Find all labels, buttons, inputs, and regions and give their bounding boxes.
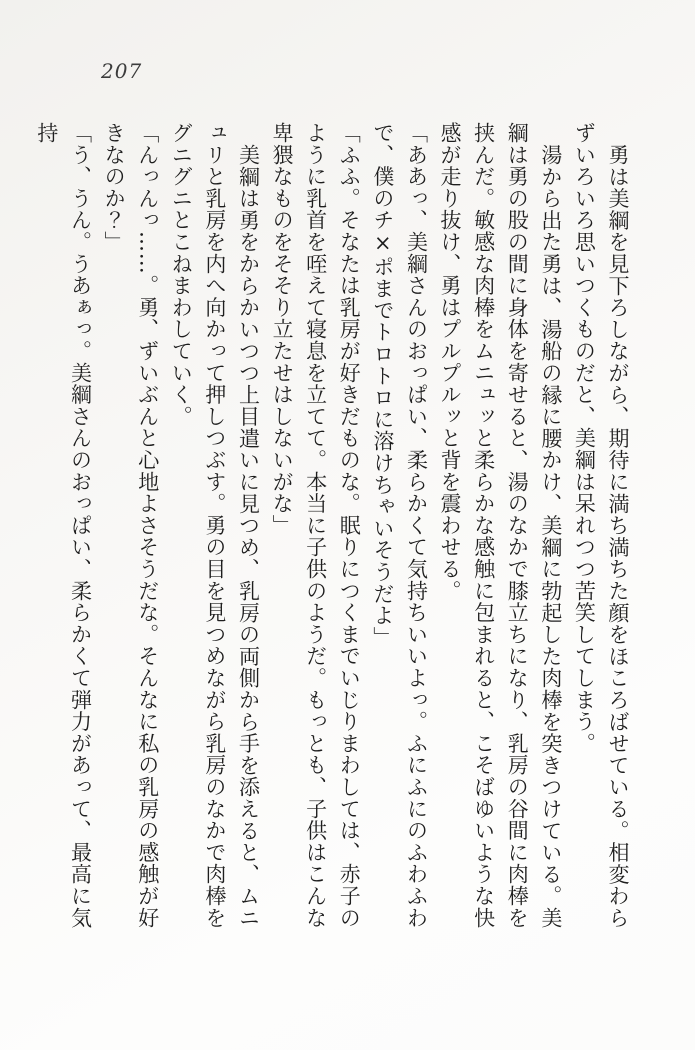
- paragraph: 「んっんっ……。勇、ずいぶんと心地よさそうだな。そんなに私の乳房の感触が好きなのか？」: [102, 122, 160, 929]
- paragraph: 美綱は勇をからかいつつ上目遣いに見つめ、乳房の両側から手を添えると、ムニュリと乳房を内へ向かって押しつぶす。勇の目を見つめながら乳房のなかで肉棒をグニグニとこねまわしていく。: [169, 122, 261, 929]
- paragraph: 「ふふ。そなたは乳房が好きだものな。眠りにつくまでいじりまわしては、赤子のように乳首を咥えて寝息を立てて。本当に子供のようだ。もっとも、子供はこんな卑猥なものをそそり立たせはしないがな」: [270, 122, 362, 929]
- page-number: 207: [101, 59, 143, 83]
- paragraph: 勇は美綱を見下ろしながら、期待に満ち満ちた顔をほころばせている。相変わらずいろいろ思いつくものだと、美綱は呆れつつ苦笑してしまう。: [572, 122, 630, 929]
- text-columns: [29, 122, 634, 950]
- paragraph: 「ああっ、美綱さんのおっぱい、柔らかくて気持ちいいよっ。ふにふにのふわふわで、僕のチ×ポまでトロトロに溶けちゃいそうだよ」: [370, 122, 429, 929]
- paragraph: 「う、うん。うあぁっ。美綱さんのおっぱい、柔らかくて弾力があって、最高に気持: [34, 122, 93, 929]
- paragraph: 湯から出た勇は、湯船の縁に腰かけ、美綱に勃起した肉棒を突きつけている。美綱は勇の股の間に身体を寄せると、湯のなかで膝立ちになり、乳房の谷間に肉棒を挟んだ。敏感な肉棒をムニュッと柔らかな感触に包まれると、こそばゆいような快感が走り抜け、勇はプルプルッと背を震わせる。: [438, 122, 563, 929]
